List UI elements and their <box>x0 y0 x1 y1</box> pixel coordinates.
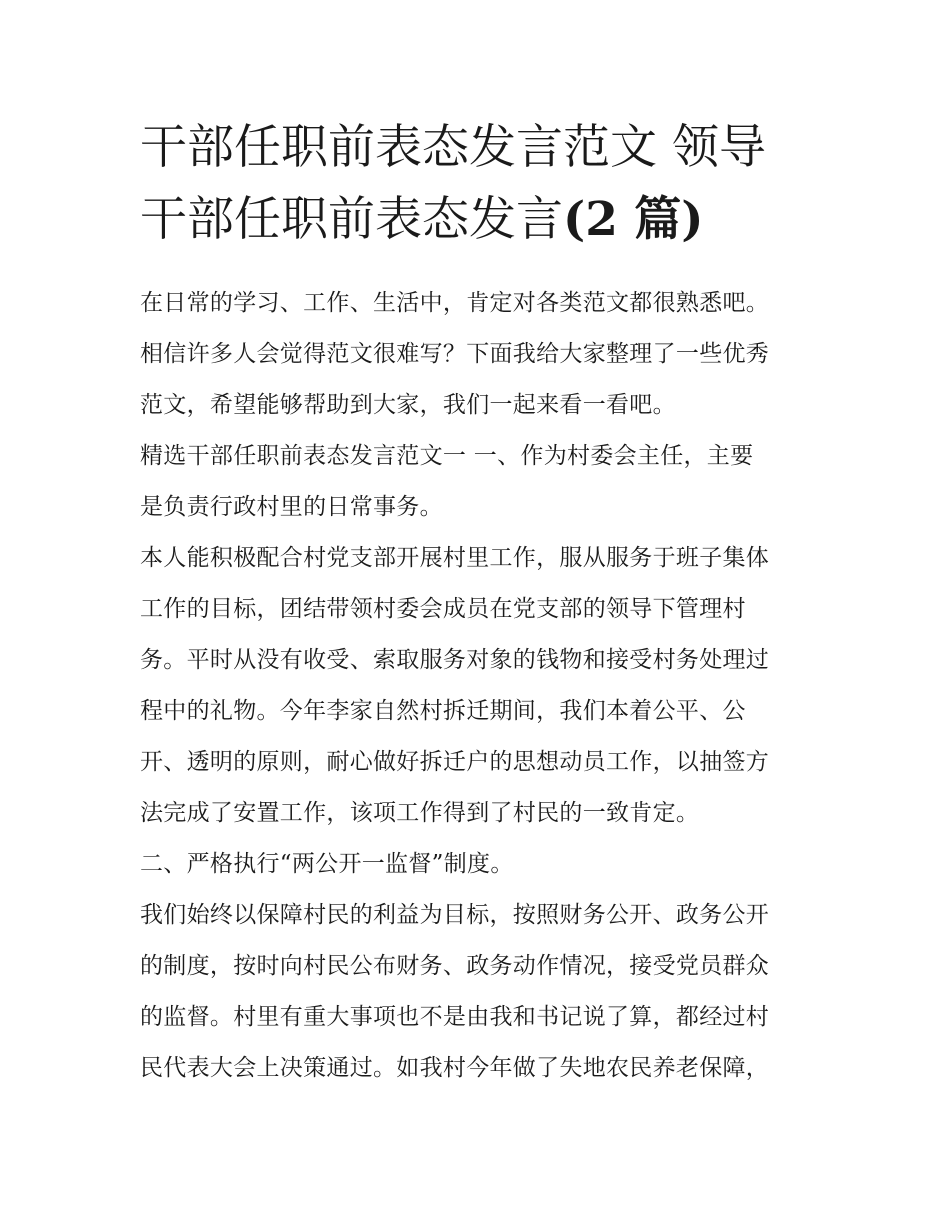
title-line-2 <box>140 184 830 256</box>
text-line: 是负责行政村里的日常事务。 <box>140 494 443 520</box>
document-title <box>140 112 830 256</box>
text-line: 务。平时从没有收受、索取服务对象的钱物和接受村务处理过 <box>140 647 770 673</box>
text-line: 工作的目标，团结带领村委会成员在党支部的领导下管理村 <box>140 596 746 622</box>
text-line: 法完成了安置工作，该项工作得到了村民的一致肯定。 <box>140 800 700 826</box>
text-line: 的监督。村里有重大事项也不是由我和书记说了算，都经过村 <box>140 1004 770 1030</box>
text-line: 在日常的学习、工作、生活中，肯定对各类范文都很熟悉吧。 <box>140 290 770 316</box>
text-line: 民代表大会上决策通过。如我村今年做了失地农民养老保障， <box>140 1055 770 1081</box>
paragraph-section-one <box>140 431 830 533</box>
text-line: 开、透明的原则，耐心做好拆迁户的思想动员工作，以抽签方 <box>140 749 770 775</box>
title-suffix: (2 篇) <box>563 192 704 247</box>
text-line: 相信许多人会觉得范文很难写？下面我给大家整理了一些优秀 <box>140 341 770 367</box>
paragraph-supervision <box>140 890 830 1094</box>
text-line: 的制度，按时向村民公布财务、政务动作情况，接受党员群众 <box>140 953 770 979</box>
text-line: 本人能积极配合村党支部开展村里工作，服从服务于班子集体 <box>140 545 770 571</box>
document-body <box>140 278 830 1094</box>
text-line: 范文，希望能够帮助到大家，我们一起来看一看吧。 <box>140 392 676 418</box>
text-line: 程中的礼物。今年李家自然村拆迁期间，我们本着公平、公 <box>140 698 746 724</box>
text-line: 我们始终以保障村民的利益为目标，按照财务公开、政务公开 <box>140 902 770 928</box>
text-line: 精选干部任职前表态发言范文一 一、作为村委会主任，主要 <box>140 443 754 469</box>
paragraph-intro <box>140 278 830 431</box>
title-line-1: 干部任职前表态发言范文 领导 <box>140 120 766 175</box>
paragraph-cooperation <box>140 533 830 839</box>
text-line: 二、严格执行“两公开一监督”制度。 <box>140 851 514 877</box>
paragraph-section-two <box>140 839 830 890</box>
title-line-2-text: 干部任职前表态发言 <box>140 192 563 247</box>
